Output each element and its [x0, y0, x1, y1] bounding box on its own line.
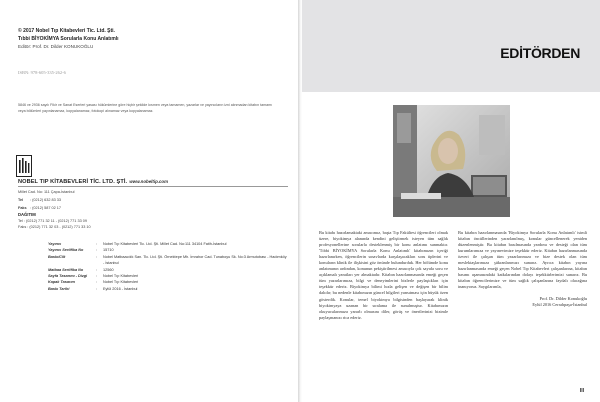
book-title-line: Tıbbi BİYOKİMYA Sorularla Konu Anlatımlı — [18, 36, 119, 42]
copyright-line: © 2017 Nobel Tıp Kitabevleri Tic. Ltd. Şti. — [18, 28, 115, 34]
info-row: Sayfa Tasarımı - Dizgi : Nobel Tıp Kitabevleri — [48, 273, 288, 279]
editor-photo — [393, 105, 510, 217]
info-row: Yayıncı Sertifika No : 15710 — [48, 247, 288, 253]
distribution-heading: DAĞITIM — [18, 212, 36, 217]
signature-date: Eylül 2016 Cerrahpaşa-İstanbul — [532, 302, 587, 308]
foreword-column-1: Bu kitabı hazırlamaktaki amacımız, başta Tıp Fakültesi öğrencileri olmak üzere, biyokimya alanında kendini geliştirmek isteyen tüm sağlık profesyonellerine sorularla desteklenmiş bir konu anlatımı sunmaktır. 'Tıbbi BİYOKİMYA Sorularla Konu Anlatımlı' kitabımızın içeriği hazırlanırken, öğrencilerin sınavlarda karşılaşacakları soru tiplerini ve konuların klinik ile ilişkisini göz önünde bulundurduk. Her bölümde konu anlatımının ardından, konunun pekiştirilmesi amacıyla çok sayıda soru ve açıklamalı yanıtları yer almaktadır. Kitabın hazırlanmasında emeği geçen tüm yazarlarımıza, bilgi ve deneyimlerini bizlerle paylaştıkları için teşekkür ederiz. Biyokimya bilimi hızla gelişen ve değişen bir bilim dalıdır; bu nedenle kitabımızın güncel bilgileri yansıtması için büyük özen gösterdik. Konular, temel biyokimya bilgisinden başlayarak klinik biyokimyaya uzanan bir sıralama ile sunulmuştur. Kitabımızın okuyucularımıza yararlı olmasını diler, görüş ve önerilerinizi bizimle paylaşmanızı rica ederiz. — [319, 230, 448, 320]
info-row: Kapak Tasarım : Nobel Tıp Kitabevleri — [48, 279, 288, 285]
info-key: Kapak Tasarım — [48, 280, 75, 285]
info-value: Eylül 2016 - İstanbul — [103, 286, 138, 291]
publisher-logo-icon — [16, 155, 32, 177]
tel-value: : (0212) 632 83 33 — [30, 198, 62, 202]
signature-name: Prof. Dr. Dilder Konukoğlu — [539, 296, 587, 302]
info-value: Nobel Tıp Kitabevleri — [103, 274, 139, 279]
info-value: 15710 — [103, 248, 114, 253]
info-row: Baskı Tarihi : Eylül 2016 - İstanbul — [48, 286, 288, 292]
editor-line: Editör: Prof. Dr. Dilder KONUKOĞLU — [18, 44, 94, 49]
distribution-block — [18, 212, 218, 230]
info-row: Yayıncı : Nobel Tıp Kitabevleri Tic. Ltd. Şti. Millet Cad. No:111 34104 Fatih-İstanbul — [48, 241, 288, 247]
publisher-fax — [18, 205, 288, 211]
distribution-tel: Tel : (0212) 771 32 11 - (0212) 771 33 09 — [18, 219, 87, 223]
info-row: Baskı/Cilt : Nobel Matbaacılık San. Tic. Ltd. Şti. Örnektepe Mh. İmrahor Cad. Tunaboyu Sk. No:3 Armutobası - Hadımköy - İstanbul — [48, 254, 287, 266]
publisher-website: www.nobeltip.com — [129, 179, 168, 184]
isbn: ISBN: 978-605-335-262-6 — [18, 70, 66, 75]
foreword-column-2 — [458, 230, 587, 321]
imprint-info — [48, 241, 288, 292]
publisher-block — [18, 179, 288, 211]
foreword-column-2-text: Bu kitabın hazırlanmasında 'Biyokimya Sorularla Konu Anlatımlı' isimli kitabın öncüllerinden yararlanılmış, konular güncellenerek yeniden düzenlenmiştir. Bu kitabın basılmasında yardımı ve desteği olan tüm kurumlarımıza ve yayınevimize teşekkür ederiz. Kitabın hazırlanmasında özveri ile çalışan tüm yazarlarımıza ve bize destek olan tüm meslektaşlarımıza şükranlarımızı sunarız. Ayrıca kitabın yayına hazırlanmasında emeği geçen Nobel Tıp Kitabevleri çalışanlarına, kitabın basımı aşamasındaki katkılarından dolayı teşekkürlerimizi sunarız. Bu kitabın öğrencilerimize ve tüm sağlık çalışanlarına faydalı olacağına inanıyoruz. Saygılarımla, — [458, 230, 587, 290]
info-key: Sayfa Tasarımı - Dizgi — [48, 274, 88, 279]
left-page — [0, 0, 298, 402]
legal-notice: 5846 ve 2936 sayılı Fikir ve Sanat Eserleri yasası hükümlerine göre hiçbir şekilde kısmen veya tamamen, yazarlar ve yayıncıların izni alınmadan kitabın tamamı veya bölümleri yayınlanamaz, kopyalanamaz, fotokopi alınamaz veya kopyalanamaz. — [18, 103, 273, 114]
fax-value: : (0212) 587 02 17 — [30, 206, 62, 210]
info-row: Matbaa Sertifika No : 12560 — [48, 267, 288, 273]
info-value: Nobel Tıp Kitabevleri — [103, 280, 139, 285]
publisher-address: Millet Cad. No: 111 Çapa-İstanbul — [18, 190, 75, 194]
foreword-text — [319, 230, 587, 321]
info-value: Nobel Tıp Kitabevleri Tic. Ltd. Şti. Millet Cad. No:111 34104 Fatih-İstanbul — [103, 242, 227, 246]
distribution-fax: Faks : (0212) 771 32 03 - (0212) 771 33 10 — [18, 225, 91, 229]
info-value: Nobel Matbaacılık San. Tic. Ltd. Şti. Örnektepe Mh. İmrahor Cad. Tunaboyu Sk. No:3 Armutobası - Hadımköy - İstanbul — [103, 254, 287, 266]
info-key: Yayıncı Sertifika No — [48, 248, 84, 253]
info-value: 12560 — [103, 267, 114, 272]
right-page — [302, 0, 600, 402]
info-key: Baskı/Cilt — [48, 254, 66, 259]
tel-label: Tel — [18, 198, 24, 202]
publisher-name: NOBEL TIP KİTABEVLERİ TİC. LTD. ŞTİ. — [18, 179, 128, 185]
info-key: Baskı Tarihi — [48, 286, 70, 291]
info-key: Yayıncı — [48, 242, 62, 246]
page-title: EDİTÖRDEN — [500, 45, 580, 61]
page-number: III — [579, 388, 584, 394]
signature-block — [458, 296, 587, 308]
publisher-tel — [18, 197, 288, 203]
info-key: Matbaa Sertifika No — [48, 267, 84, 272]
fax-label: Faks — [18, 206, 27, 210]
copyright-block — [18, 27, 278, 51]
